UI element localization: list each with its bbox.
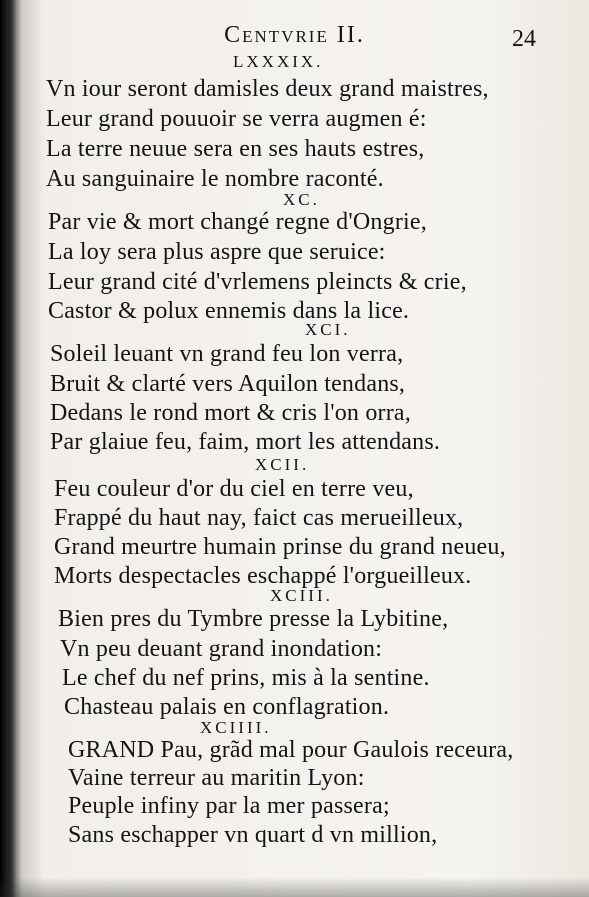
binding-shadow bbox=[0, 0, 16, 897]
verse-line: La terre neuue sera en ses hauts estres, bbox=[46, 136, 425, 162]
verse-line: Soleil leuant vn grand feu lon verra, bbox=[50, 341, 404, 367]
verse-line: Grand meurtre humain prinse du grand neueu, bbox=[54, 534, 506, 560]
quatrain-number: XCIII. bbox=[270, 586, 333, 605]
verse-line: Vn peu deuant grand inondation: bbox=[60, 636, 383, 662]
verse-line: La loy sera plus aspre que seruice: bbox=[48, 239, 386, 265]
verse-line: Castor & polux ennemis dans la lice. bbox=[48, 298, 410, 324]
verse-line: Peuple infiny par la mer passera; bbox=[68, 793, 390, 819]
verse-line: Bruit & clarté vers Aquilon tendans, bbox=[50, 371, 406, 397]
quatrain-number: XCI. bbox=[305, 320, 351, 339]
verse-line: Au sanguinaire le nombre raconté. bbox=[46, 166, 384, 192]
page-number: 24 bbox=[512, 26, 536, 52]
verse-line: Vaine terreur au maritin Lyon: bbox=[68, 765, 365, 791]
quatrain-number: XC. bbox=[283, 190, 320, 209]
page-bottom-shadow bbox=[0, 877, 589, 897]
verse-line: GRAND Pau, grãd mal pour Gaulois receura, bbox=[68, 737, 514, 763]
quatrain-number: XCII. bbox=[255, 455, 310, 474]
verse-line: Le chef du nef prins, mis à la sentine. bbox=[62, 665, 430, 691]
verse-line: Feu couleur d'or du ciel en terre veu, bbox=[54, 476, 414, 502]
verse-line: Par glaiue feu, faim, mort les attendans. bbox=[50, 429, 441, 455]
verse-line: Leur grand cité d'vrlemens pleincts & crie, bbox=[48, 269, 467, 295]
verse-line: Par vie & mort changé regne d'Ongrie, bbox=[48, 209, 427, 235]
verse-line: Sans eschapper vn quart d vn million, bbox=[68, 822, 438, 848]
verse-line: Dedans le rond mort & cris l'on orra, bbox=[50, 400, 411, 426]
quatrain-number: LXXXIX. bbox=[233, 52, 324, 71]
verse-line: Bien pres du Tymbre presse la Lybitine, bbox=[58, 606, 449, 632]
verse-line: Chasteau palais en conflagration. bbox=[64, 694, 390, 720]
verse-line: Morts despectacles eschappé l'orgueilleux. bbox=[54, 563, 472, 589]
verse-line: Vn iour seront damisles deux grand maistres, bbox=[46, 76, 489, 102]
verse-line: Frappé du haut nay, faict cas merueilleux, bbox=[54, 505, 464, 531]
quatrain-number: XCIIII. bbox=[200, 718, 272, 737]
verse-line: Leur grand pouuoir se verra augmen é: bbox=[46, 106, 427, 132]
running-title: Centvrie II. bbox=[224, 22, 365, 48]
